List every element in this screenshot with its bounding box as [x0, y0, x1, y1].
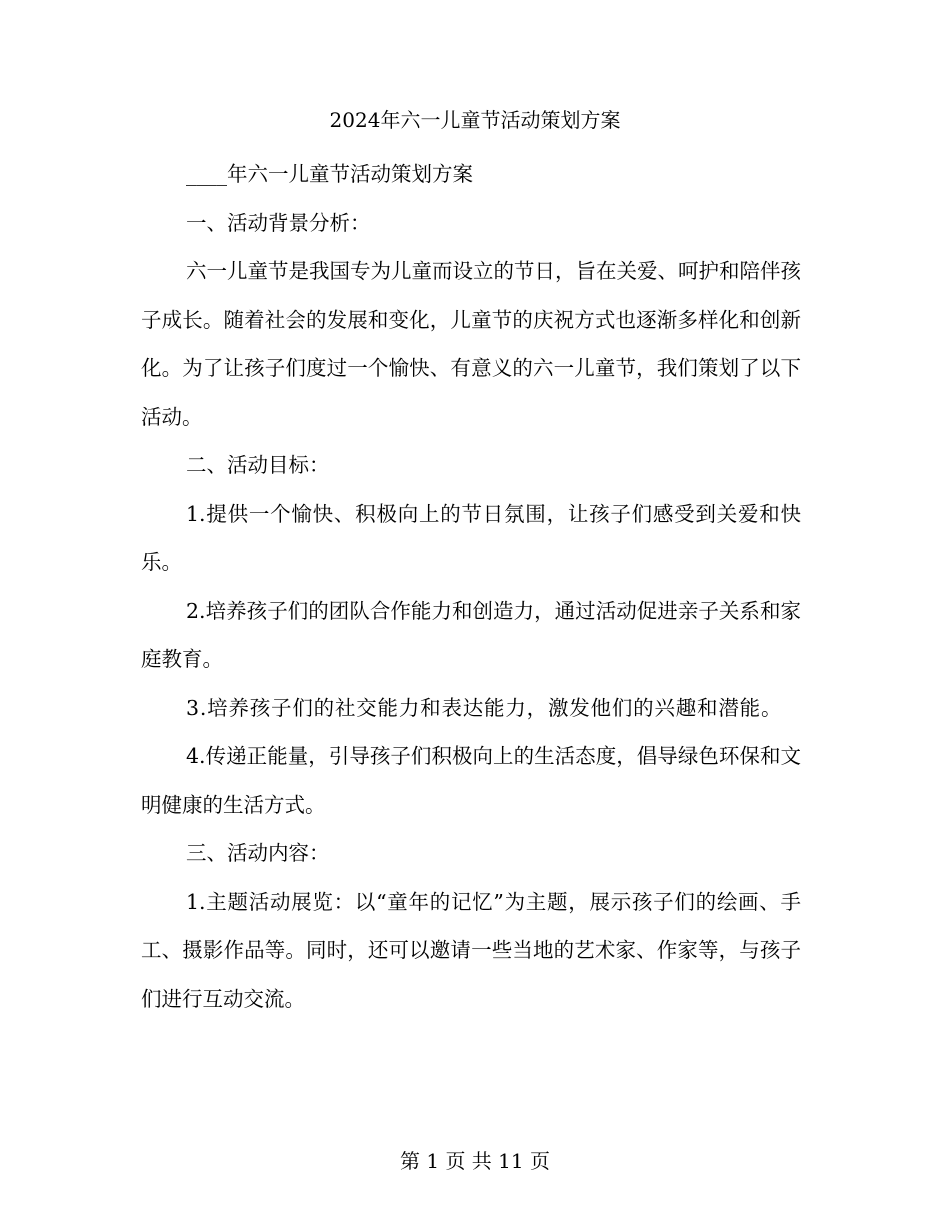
document-title: 2024年六一儿童节活动策划方案 [329, 108, 621, 132]
page-number: 第 1 页 共 11 页 [400, 1149, 550, 1173]
paragraph-goal-2: 2.培养孩子们的团队合作能力和创造力，通过活动促进亲子关系和家庭教育。 [141, 598, 801, 671]
heading-goals: 二、活动目标： [186, 453, 330, 477]
paragraph-goal-1: 1.提供一个愉快、积极向上的节日氛围，让孩子们感受到关爱和快乐。 [141, 501, 801, 574]
paragraph-content-1: 1.主题活动展览：以“童年的记忆”为主题，展示孩子们的绘画、手工、摄影作品等。同时，还可以邀请一些当地的艺术家、作家等，与孩子们进行互动交流。 [141, 889, 801, 1011]
paragraph-goal-4: 4.传递正能量，引导孩子们积极向上的生活态度，倡导绿色环保和文明健康的生活方式。 [141, 744, 801, 817]
paragraph-goal-3: 3.培养孩子们的社交能力和表达能力，激发他们的兴趣和潜能。 [186, 695, 783, 720]
paragraph-subtitle: ____年六一儿童节活动策划方案 [186, 162, 473, 186]
heading-content: 三、活动内容： [186, 841, 330, 865]
paragraph-background: 六一儿童节是我国专为儿童而设立的节日，旨在关爱、呵护和陪伴孩子成长。随着社会的发展和变化，儿童节的庆祝方式也逐渐多样化和创新化。为了让孩子们度过一个愉快、有意义的六一儿童节，我们策划了以下活动。 [141, 259, 801, 429]
document-body [141, 150, 801, 1023]
heading-background: 一、活动背景分析： [186, 210, 371, 235]
